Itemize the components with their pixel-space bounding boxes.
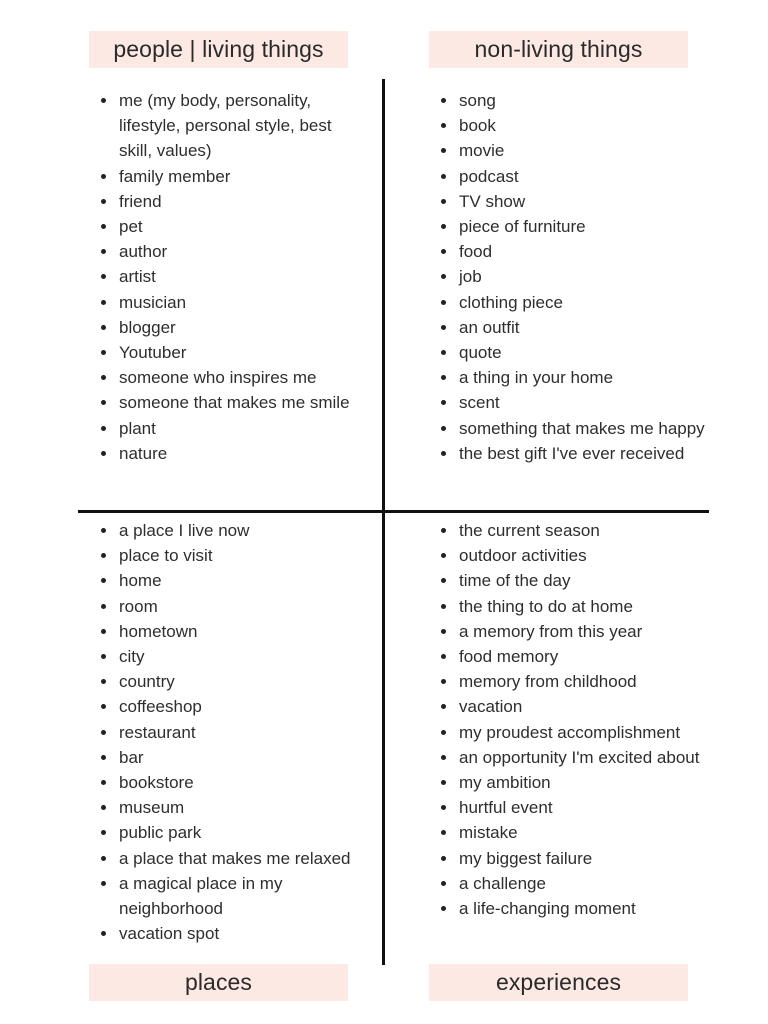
list-item: clothing piece (441, 290, 711, 315)
list-item: vacation spot (101, 921, 373, 946)
heading-people-living-things: people | living things (89, 31, 348, 68)
list-item: my biggest failure (441, 846, 711, 871)
list-item: book (441, 113, 711, 138)
list-item: something that makes me happy (441, 416, 711, 441)
heading-non-living-things: non-living things (429, 31, 688, 68)
list-item: author (101, 239, 369, 264)
list-item: restaurant (101, 720, 373, 745)
list-item: TV show (441, 189, 711, 214)
list-item: a place I live now (101, 518, 373, 543)
list-item: hurtful event (441, 795, 711, 820)
list-item: place to visit (101, 543, 373, 568)
list-item: bar (101, 745, 373, 770)
heading-experiences: experiences (429, 964, 688, 1001)
list-item: an outfit (441, 315, 711, 340)
list-item: quote (441, 340, 711, 365)
list-item: food (441, 239, 711, 264)
list-item: public park (101, 820, 373, 845)
list-item: piece of furniture (441, 214, 711, 239)
list-item: me (my body, personality, lifestyle, personal style, best skill, values) (101, 88, 369, 164)
list-item: an opportunity I'm excited about (441, 745, 711, 770)
list-item: someone who inspires me (101, 365, 369, 390)
list-item: scent (441, 390, 711, 415)
list-experiences (441, 518, 711, 921)
list-item: the current season (441, 518, 711, 543)
list-item: vacation (441, 694, 711, 719)
list-item: blogger (101, 315, 369, 340)
list-item: Youtuber (101, 340, 369, 365)
list-non-living-things (441, 88, 711, 466)
list-item: plant (101, 416, 369, 441)
list-item: podcast (441, 164, 711, 189)
list-item: pet (101, 214, 369, 239)
list-item: memory from childhood (441, 669, 711, 694)
list-item: family member (101, 164, 369, 189)
list-item: someone that makes me smile (101, 390, 369, 415)
list-item: a challenge (441, 871, 711, 896)
vertical-divider (382, 79, 385, 965)
list-item: outdoor activities (441, 543, 711, 568)
list-item: hometown (101, 619, 373, 644)
list-item: room (101, 594, 373, 619)
list-item: a place that makes me relaxed (101, 846, 373, 871)
list-places (101, 518, 373, 946)
list-item: a magical place in my neighborhood (101, 871, 373, 921)
list-item: country (101, 669, 373, 694)
list-item: the best gift I've ever received (441, 441, 711, 466)
heading-places: places (89, 964, 348, 1001)
list-item: home (101, 568, 373, 593)
list-item: my proudest accomplishment (441, 720, 711, 745)
list-item: mistake (441, 820, 711, 845)
list-item: friend (101, 189, 369, 214)
list-item: a life-changing moment (441, 896, 711, 921)
list-item: a memory from this year (441, 619, 711, 644)
list-item: job (441, 264, 711, 289)
list-item: museum (101, 795, 373, 820)
list-item: my ambition (441, 770, 711, 795)
list-item: song (441, 88, 711, 113)
list-item: nature (101, 441, 369, 466)
list-item: musician (101, 290, 369, 315)
list-item: movie (441, 138, 711, 163)
list-item: city (101, 644, 373, 669)
list-people-living-things (101, 88, 369, 466)
list-item: bookstore (101, 770, 373, 795)
horizontal-divider (78, 510, 709, 513)
list-item: the thing to do at home (441, 594, 711, 619)
list-item: artist (101, 264, 369, 289)
list-item: time of the day (441, 568, 711, 593)
list-item: food memory (441, 644, 711, 669)
list-item: coffeeshop (101, 694, 373, 719)
list-item: a thing in your home (441, 365, 711, 390)
